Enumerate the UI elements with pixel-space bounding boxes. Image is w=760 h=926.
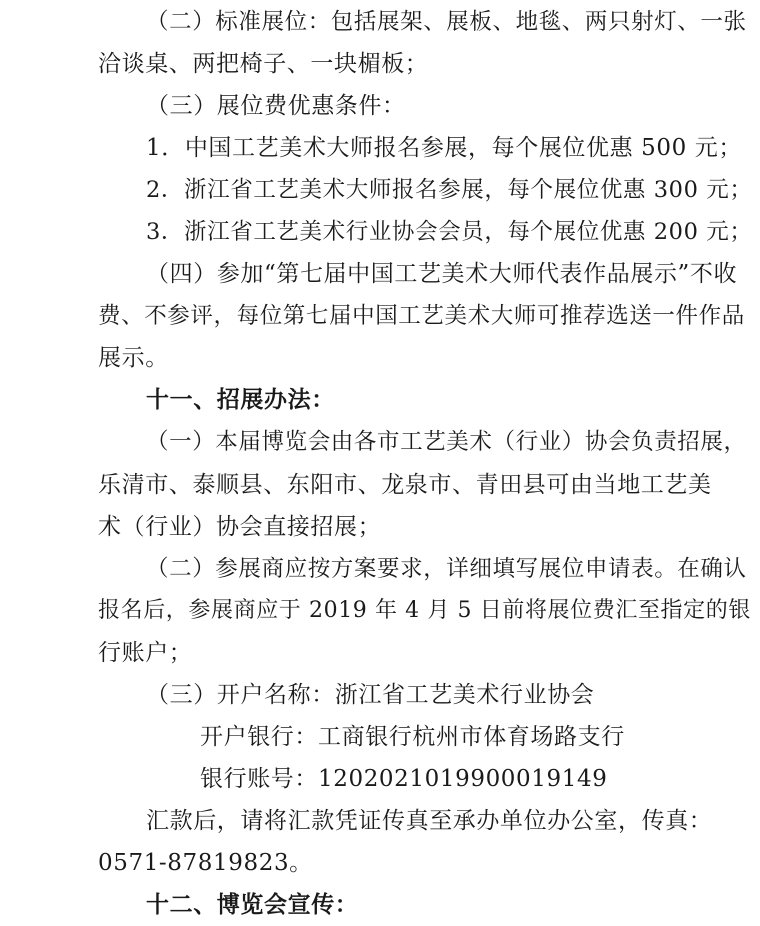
section-2-standard-booth-line2: 洽谈桌、两把椅子、一块楣板； bbox=[98, 51, 429, 77]
heading-expo-publicity: 十二、博览会宣传： bbox=[146, 891, 359, 918]
section-2-standard-booth-line1: （二）标准展位：包括展架、展板、地毯、两只射灯、一张 bbox=[146, 9, 747, 35]
section-4-line3: 展示。 bbox=[98, 345, 169, 371]
account-bank: 开户银行：工商银行杭州市体育场路支行 bbox=[200, 724, 625, 750]
section-4-line2: 费、不参评，每位第七届中国工艺美术大师可推荐选送一件作品 bbox=[98, 303, 745, 329]
recruitment-1-line3: 术（行业）协会直接招展； bbox=[98, 514, 382, 540]
recruitment-1-line1: （一）本届博览会由各市工艺美术（行业）协会负责招展， bbox=[146, 429, 747, 455]
heading-recruitment-method: 十一、招展办法： bbox=[146, 386, 335, 413]
remittance-note: 汇款后，请将汇款凭证传真至承办单位办公室，传真： bbox=[146, 808, 713, 834]
recruitment-2-line2: 报名后，参展商应于 2019 年 4 月 5 日前将展位费汇至指定的银 bbox=[98, 598, 751, 623]
recruitment-1-line2: 乐清市、泰顺县、东阳市、龙泉市、青田县可由当地工艺美 bbox=[98, 472, 712, 498]
account-name: （三）开户名称：浙江省工艺美术行业协会 bbox=[146, 682, 595, 708]
discount-item-2: 2．浙江省工艺美术大师报名参展，每个展位优惠 300 元； bbox=[146, 177, 753, 203]
recruitment-2-line3: 行账户； bbox=[98, 640, 193, 666]
recruitment-2-line1: （二）参展商应按方案要求，详细填写展位申请表。在确认 bbox=[146, 556, 747, 582]
section-3-discount-heading: （三）展位费优惠条件： bbox=[146, 93, 406, 119]
section-4-line1: （四）参加“第七届中国工艺美术大师代表作品展示”不收 bbox=[146, 261, 738, 287]
account-number: 银行账号：1202021019900019149 bbox=[200, 766, 608, 792]
fax-number: 0571-87819823。 bbox=[98, 850, 313, 876]
discount-item-1: 1．中国工艺美术大师报名参展，每个展位优惠 500 元； bbox=[146, 135, 742, 161]
discount-item-3: 3．浙江省工艺美术行业协会会员，每个展位优惠 200 元； bbox=[146, 219, 753, 245]
